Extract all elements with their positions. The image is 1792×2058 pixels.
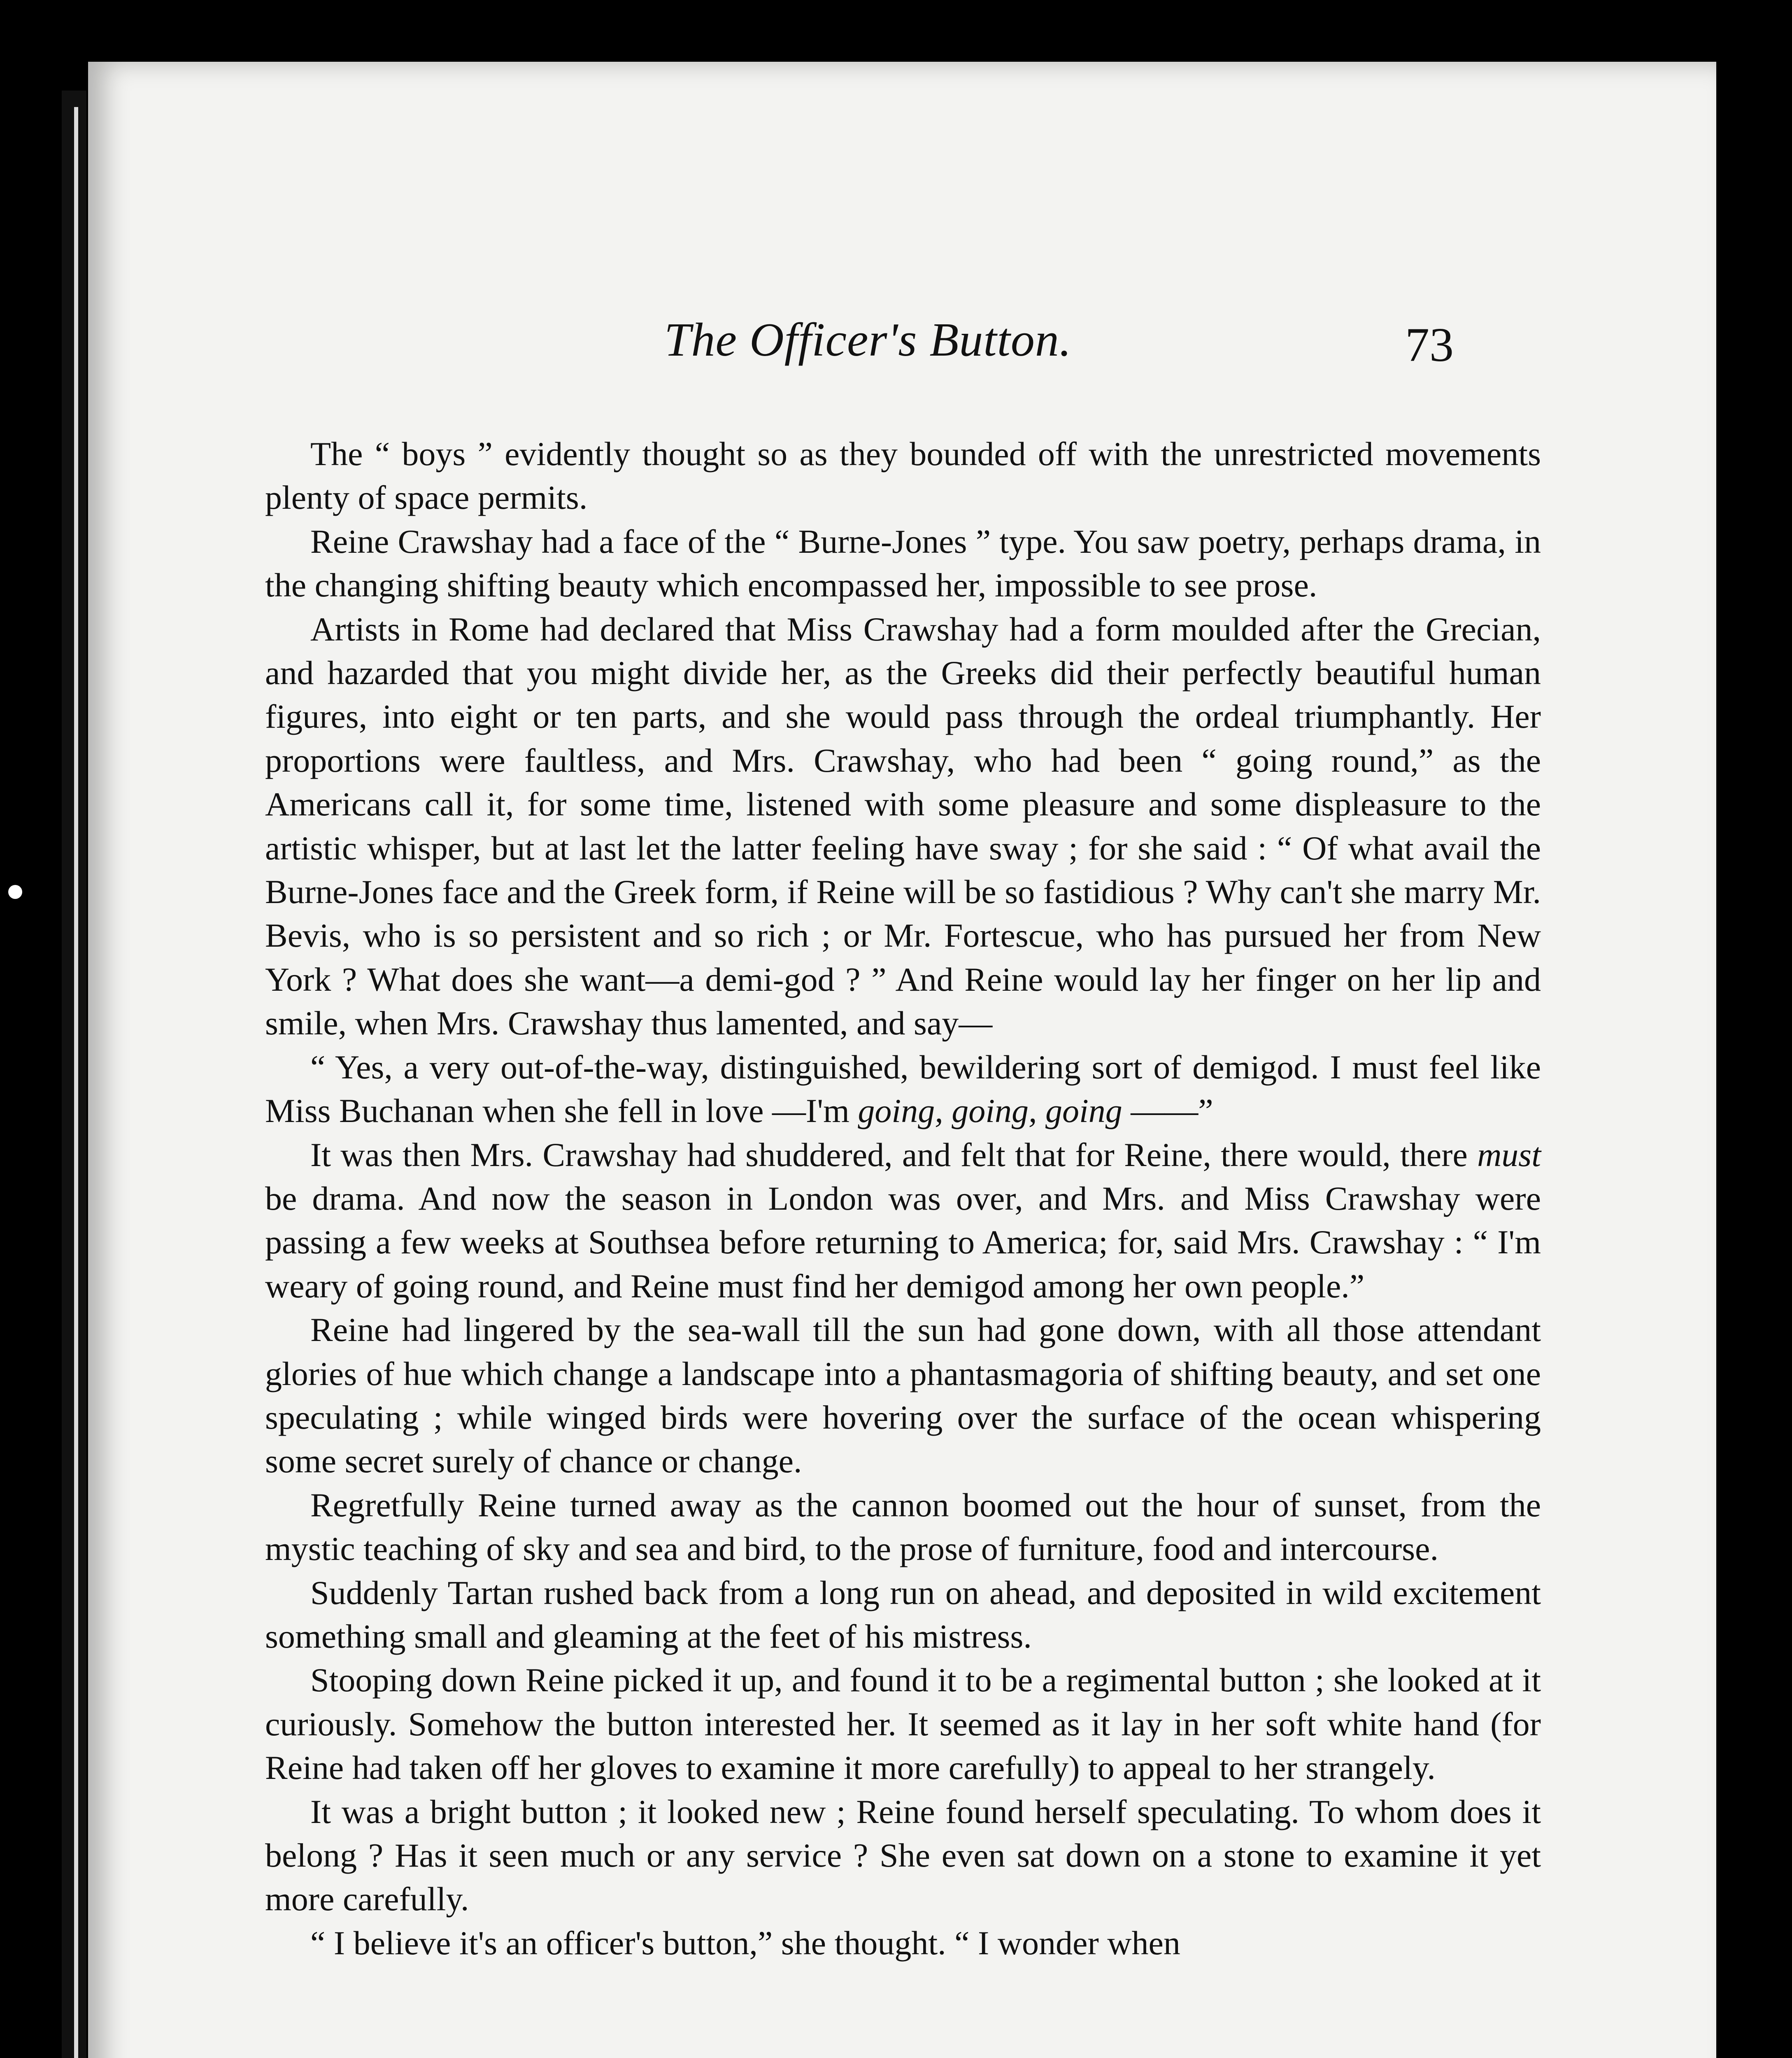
paragraph-4: “ Yes, a very out-of-the-way, distinguished, bewildering sort of demigod. I must feel like Miss Buchanan when she fell in love —I'm going, going, going ——” — [265, 1048, 1541, 1130]
paragraph-6: Reine had lingered by the sea-wall till the sun had gone down, with all those attendant glories of hue which change a landscape into a phantasmagoria of shifting beauty, and set one speculating ; while winged birds were hovering over the surface of the ocean whispering some secret surely of chance or change. — [265, 1311, 1541, 1480]
running-title: The Officer's Button. — [664, 314, 1072, 366]
paragraph-3: Artists in Rome had declared that Miss Crawshay had a form moulded after the Grecian, and hazarded that you might divide her, as the Greeks did their perfectly beautiful human figures, into eight or ten parts, and she would pass through the ordeal triumphantly. Her proportions were faultless, and Mrs. Crawshay, who had been “ going round,” as the Americans call it, for some time, listened with some pleasure and some displeasure to the artistic whisper, but at last let the latter feeling have sway ; for she said : “ Of what avail the Burne-Jones face and the Greek form, if Reine will be so fastidious ? Why can't she marry Mr. Bevis, who is so persistent and so rich ; or Mr. Fortescue, who has pursued her from New York ? What does she want—a demi-god ? ” And Reine would lay her finger on her lip and smile, when Mrs. Crawshay thus lamented, and say— — [265, 610, 1541, 1042]
paragraph-8: Suddenly Tartan rushed back from a long run on ahead, and deposited in wild excitement something small and gleaming at the feet of his mistress. — [265, 1574, 1541, 1655]
paragraph-11: “ I believe it's an officer's button,” she thought. “ I wonder when — [310, 1924, 1180, 1962]
book-page — [88, 62, 1716, 2058]
side-mark-dot — [8, 885, 22, 899]
body-text — [265, 432, 1541, 1965]
paragraph-1: The “ boys ” evidently thought so as they bounded off with the unrestricted movements plenty of space permits. — [265, 435, 1541, 517]
page-number: 73 — [1405, 318, 1454, 372]
page-header — [88, 313, 1716, 395]
left-edge-line — [74, 107, 78, 2058]
paragraph-7: Regretfully Reine turned away as the cannon boomed out the hour of sunset, from the mystic teaching of sky and sea and bird, to the prose of furniture, food and intercourse. — [265, 1486, 1541, 1568]
paragraph-2: Reine Crawshay had a face of the “ Burne-Jones ” type. You saw poetry, perhaps drama, in the changing shifting beauty which encompassed her, impossible to see prose. — [265, 522, 1541, 604]
paragraph-10: It was a bright button ; it looked new ; Reine found herself speculating. To whom does it belong ? Has it seen much or any service ? She even sat down on a stone to examine it yet more carefully. — [265, 1793, 1541, 1918]
paragraph-5: It was then Mrs. Crawshay had shuddered, and felt that for Reine, there would, there must be drama. And now the season in London was over, and Mrs. and Miss Crawshay were passing a few weeks at Southsea before returning to America; for, said Mrs. Crawshay : “ I'm weary of going round, and Reine must find her demigod among her own people.” — [265, 1136, 1541, 1305]
paragraph-9: Stooping down Reine picked it up, and found it to be a regimental button ; she looked at it curiously. Somehow the button interested her. It seemed as it lay in her soft white hand (for Reine had taken off her gloves to examine it more carefully) to appeal to her strangely. — [265, 1661, 1541, 1787]
